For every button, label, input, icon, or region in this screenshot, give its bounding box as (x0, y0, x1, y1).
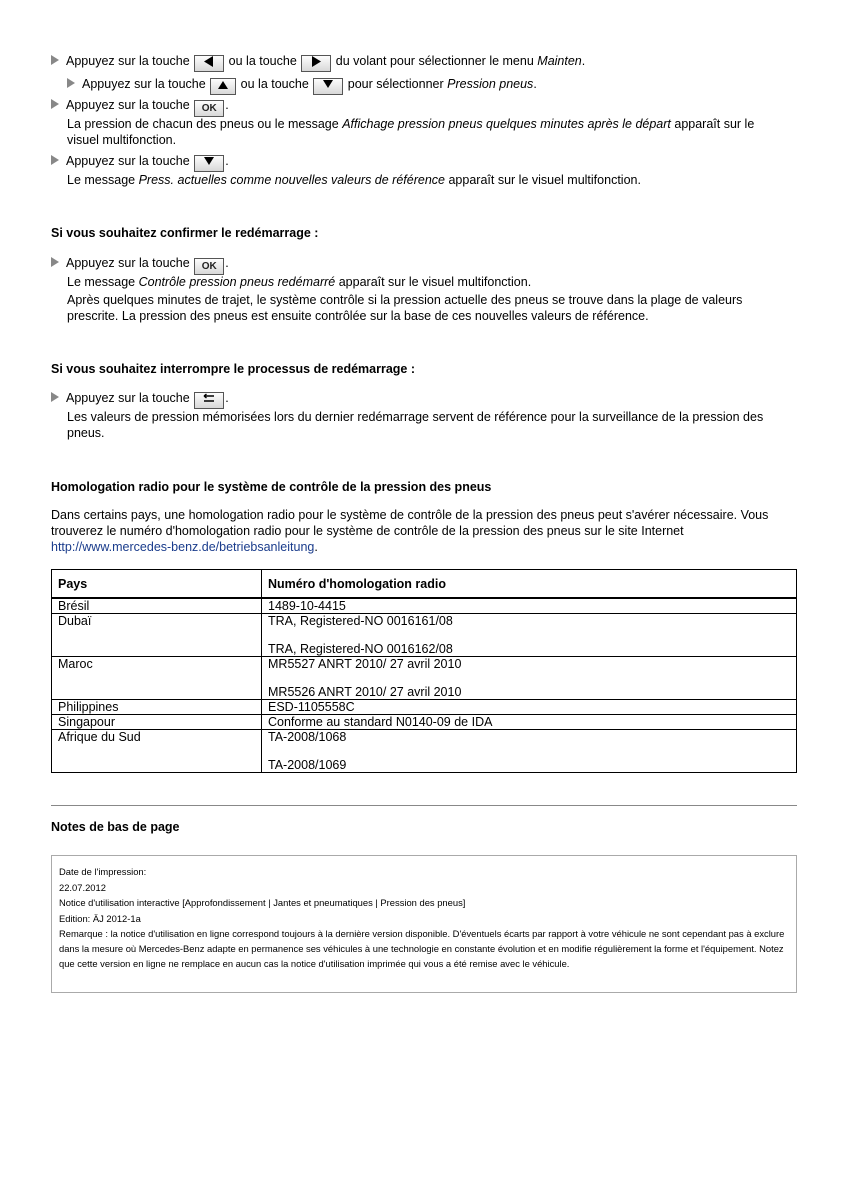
number-cell (262, 614, 797, 657)
remark: Remarque : la notice d'utilisation en ligne correspond toujours à la dernière version disponible. D'éventuels écarts par rapport à votre véhicule ne sont cependant pas à exclure dans la mesure où Mercedes-Benz adapte en permanence ses véhicules à une technologie en constante évolution et en modifie régulièrement la forme et l'équipement. Notez que cette version en ligne ne remplace en aucun cas la notice d'utilisation imprimée qui vous a été remise avec le véhicule. (59, 928, 785, 969)
punct: . (533, 77, 537, 91)
bullet-triangle-icon (51, 155, 59, 165)
table-row (52, 614, 797, 657)
text: Le message (67, 173, 136, 187)
step-text: pour sélectionner (347, 77, 444, 91)
bullet-triangle-icon (51, 55, 59, 65)
section-divider (51, 805, 797, 806)
bullet-triangle-icon (51, 392, 59, 402)
notice-path: Notice d'utilisation interactive [Approfondissement | Jantes et pneumatiques | Pression des pneus] (59, 897, 466, 908)
left-arrow-key-icon (194, 55, 224, 72)
step-text: Appuyez sur la touche (66, 256, 190, 270)
confirm-explanation: Après quelques minutes de trajet, le système contrôle si la pression actuelle des pneus se trouve dans la plage de valeurs prescrite. La pression des pneus est ensuite contrôlée sur la base de ces nouvelles valeurs de référence. (67, 293, 743, 323)
table-header-row (52, 570, 797, 599)
country-cell: Singapour (52, 715, 262, 730)
table-row (52, 730, 797, 773)
menu-name: Pression pneus (447, 77, 534, 91)
step-text: ou la touche (240, 77, 309, 91)
punct: . (314, 540, 318, 554)
homologation-intro (51, 507, 796, 555)
manual-link[interactable]: http://www.mercedes-benz.de/betriebsanleitung (51, 540, 315, 554)
punct: . (581, 54, 586, 68)
ok-key-icon: OK (194, 258, 224, 275)
down-arrow-key-icon (194, 155, 224, 172)
approval-number: 1489-10-4415 (268, 599, 346, 613)
back-key-icon (194, 392, 224, 409)
table-row (52, 657, 797, 700)
step-press-down: Appuyez sur la touche . (51, 153, 229, 172)
number-cell (262, 700, 797, 715)
table-row (52, 715, 797, 730)
footnotes-box (51, 855, 797, 993)
country-cell: Maroc (52, 657, 262, 700)
display-message: Press. actuelles comme nouvelles valeurs de référence (138, 173, 445, 187)
step-select-menu (51, 53, 585, 72)
confirm-heading: Si vous souhaitez confirmer le redémarrage : (51, 226, 319, 240)
ok-key-icon: OK (194, 100, 224, 117)
step-select-tire-pressure (67, 76, 537, 95)
step-text: Appuyez sur la touche (66, 54, 190, 68)
text: Dans certains pays, une homologation radio pour le système de contrôle de la pression des pneus peut s'avérer nécessaire. Vous trouverez le numéro d'homologation radio pour le système de contrôle de la pression des pneus sur le site Internet (51, 508, 769, 538)
number-cell (262, 715, 797, 730)
text: apparaît sur le visuel multifonction. (67, 117, 755, 147)
step-text: du volant pour sélectionner le menu (335, 54, 534, 68)
print-date-label: Date de l'impression: (59, 866, 147, 877)
table-row (52, 598, 797, 614)
bullet-triangle-icon (51, 257, 59, 267)
homologation-heading: Homologation radio pour le système de contrôle de la pression des pneus (51, 480, 492, 494)
text: La pression de chacun des pneus ou le message (67, 117, 339, 131)
number-cell (262, 730, 797, 773)
edition: Edition: ÄJ 2012-1a (59, 912, 141, 924)
homologation-table (51, 569, 797, 773)
country-cell: Brésil (52, 598, 262, 614)
interrupt-result-text: Les valeurs de pression mémorisées lors du dernier redémarrage servent de référence pour la surveillance de la pression des pneus. (67, 410, 764, 440)
step-press-ok: Appuyez sur la touche OK . (51, 97, 229, 117)
down-arrow-key-icon (313, 78, 343, 95)
approval-number: TA-2008/1069 (268, 758, 347, 772)
print-date: 22.07.2012 (59, 881, 106, 893)
step-result-text (67, 172, 787, 188)
approval-number: Conforme au standard N0140-09 de IDA (268, 715, 493, 729)
step-text: Appuyez sur la touche (66, 391, 190, 405)
column-header: Pays (52, 570, 262, 599)
display-message: Contrôle pression pneus redémarré (138, 275, 336, 289)
bullet-triangle-icon (67, 78, 75, 88)
step-text: ou la touche (228, 54, 297, 68)
confirm-result-text (67, 274, 787, 290)
country-cell: Philippines (52, 700, 262, 715)
number-cell (262, 598, 797, 614)
country-cell: Afrique du Sud (52, 730, 262, 773)
up-arrow-key-icon (210, 78, 236, 95)
country-cell: Dubaï (52, 614, 262, 657)
right-arrow-key-icon (301, 55, 331, 72)
number-cell (262, 657, 797, 700)
footnotes-heading: Notes de bas de page (51, 820, 180, 834)
table-row (52, 700, 797, 715)
approval-number: MR5526 ANRT 2010/ 27 avril 2010 (268, 685, 462, 699)
step-text: Appuyez sur la touche (66, 154, 190, 168)
step-text: Appuyez sur la touche (82, 77, 206, 91)
step-result-text (67, 116, 787, 148)
approval-number: TRA, Registered-NO 0016162/08 (268, 642, 453, 656)
step-confirm-ok: Appuyez sur la touche OK . (51, 255, 229, 275)
approval-number: MR5527 ANRT 2010/ 27 avril 2010 (268, 657, 462, 671)
display-message: Affichage pression pneus quelques minutes après le départ (342, 117, 671, 131)
approval-number: TRA, Registered-NO 0016161/08 (268, 614, 453, 628)
approval-number: TA-2008/1068 (268, 730, 347, 744)
column-header: Numéro d'homologation radio (262, 570, 797, 599)
interrupt-heading: Si vous souhaitez interrompre le processus de redémarrage : (51, 362, 416, 376)
text: Le message (67, 275, 136, 289)
menu-name: Mainten (537, 54, 582, 68)
step-text: Appuyez sur la touche (66, 98, 190, 112)
approval-number: ESD-1105558C (268, 700, 355, 714)
text: apparaît sur le visuel multifonction. (338, 275, 532, 289)
text: apparaît sur le visuel multifonction. (448, 173, 641, 187)
step-interrupt-back: Appuyez sur la touche . (51, 390, 229, 409)
bullet-triangle-icon (51, 99, 59, 109)
